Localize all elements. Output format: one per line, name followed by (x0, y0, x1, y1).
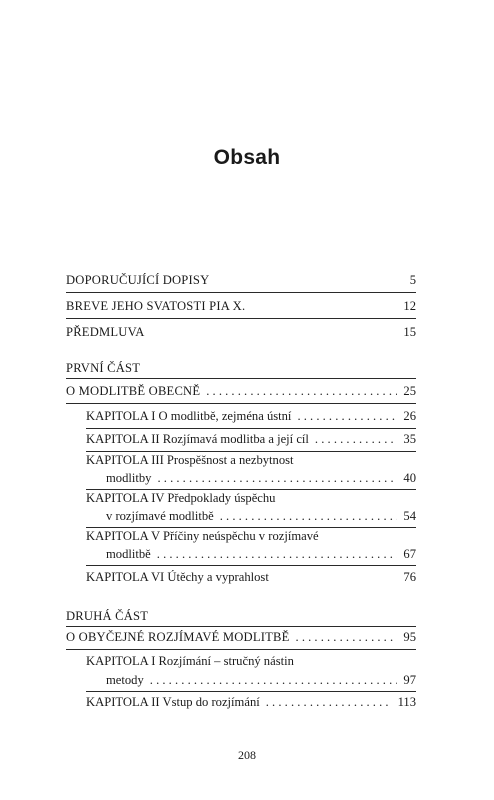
part-heading: DRUHÁ ČÁST (66, 609, 149, 623)
toc-entry-label: KAPITOLA II Rozjímavá modlitba a její cíl (86, 432, 309, 446)
toc-entry-label: PŘEDMLUVA (66, 325, 145, 339)
toc-entry-page: 26 (403, 409, 416, 423)
toc-entry-page: 54 (403, 509, 416, 523)
part-heading: PRVNÍ ČÁST (66, 361, 141, 375)
rule (66, 292, 416, 293)
page-number: 208 (238, 748, 256, 762)
toc-chapter-1-2[interactable] (86, 431, 416, 447)
toc-entry-label: metody (106, 673, 144, 687)
toc-entry-label: modlitby (106, 471, 152, 485)
toc-chapter-2-1-cont[interactable] (106, 672, 416, 688)
toc-chapter-1-5[interactable]: KAPITOLA V Příčiny neúspěchu v rozjímavé (86, 529, 319, 543)
rule (86, 428, 416, 429)
toc-chapter-1-4-cont[interactable] (106, 508, 416, 524)
toc-entry-label: KAPITOLA I O modlitbě, zejména ústní (86, 409, 292, 423)
toc-chapter-1-6[interactable] (86, 569, 416, 585)
toc-entry-page: 76 (403, 570, 416, 584)
rule (66, 626, 416, 627)
toc-entry-page: 35 (403, 432, 416, 446)
toc-section-part1[interactable] (66, 383, 416, 399)
toc-entry-label: KAPITOLA VI Útěchy a vyprahlost (86, 570, 269, 584)
toc-chapter-1-1[interactable] (86, 408, 416, 424)
toc-entry-label: DOPORUČUJÍCÍ DOPISY (66, 273, 210, 287)
rule (66, 378, 416, 379)
toc-chapter-1-4[interactable]: KAPITOLA IV Předpoklady úspěchu (86, 491, 276, 505)
toc-entry-front-1[interactable] (66, 272, 416, 288)
toc-entry-page: 5 (409, 273, 416, 287)
toc-entry-page: 67 (403, 547, 416, 561)
rule (86, 691, 416, 692)
rule (66, 403, 416, 404)
rule (66, 649, 416, 650)
rule (66, 318, 416, 319)
toc-entry-label: v rozjímavé modlitbě (106, 509, 214, 523)
toc-chapter-2-2[interactable] (86, 694, 416, 710)
toc-entry-page: 12 (403, 299, 416, 313)
toc-entry-page: 40 (403, 471, 416, 485)
toc-entry-front-3[interactable] (66, 324, 416, 340)
toc-entry-page: 25 (403, 384, 416, 398)
toc-entry-label: BREVE JEHO SVATOSTI PIA X. (66, 299, 246, 313)
toc-entry-label: O OBYČEJNÉ ROZJÍMAVÉ MODLITBĚ (66, 630, 290, 644)
toc-entry-label: O MODLITBĚ OBECNĚ (66, 384, 201, 398)
toc-chapter-2-1[interactable]: KAPITOLA I Rozjímání – stručný nástin (86, 654, 294, 668)
toc-entry-front-2[interactable] (66, 298, 416, 314)
toc-entry-label: modlitbě (106, 547, 151, 561)
toc-chapter-1-3-cont[interactable] (106, 470, 416, 486)
toc-entry-page: 95 (403, 630, 416, 644)
toc-entry-label: KAPITOLA II Vstup do rozjímání (86, 695, 260, 709)
page-title: Obsah (213, 146, 281, 169)
toc-entry-page: 113 (397, 695, 416, 709)
toc-chapter-1-3[interactable]: KAPITOLA III Prospěšnost a nezbytnost (86, 453, 294, 467)
rule (86, 565, 416, 566)
toc-chapter-1-5-cont[interactable] (106, 546, 416, 562)
toc-entry-page: 15 (403, 325, 416, 339)
toc-section-part2[interactable] (66, 629, 416, 645)
toc-entry-page: 97 (403, 673, 416, 687)
